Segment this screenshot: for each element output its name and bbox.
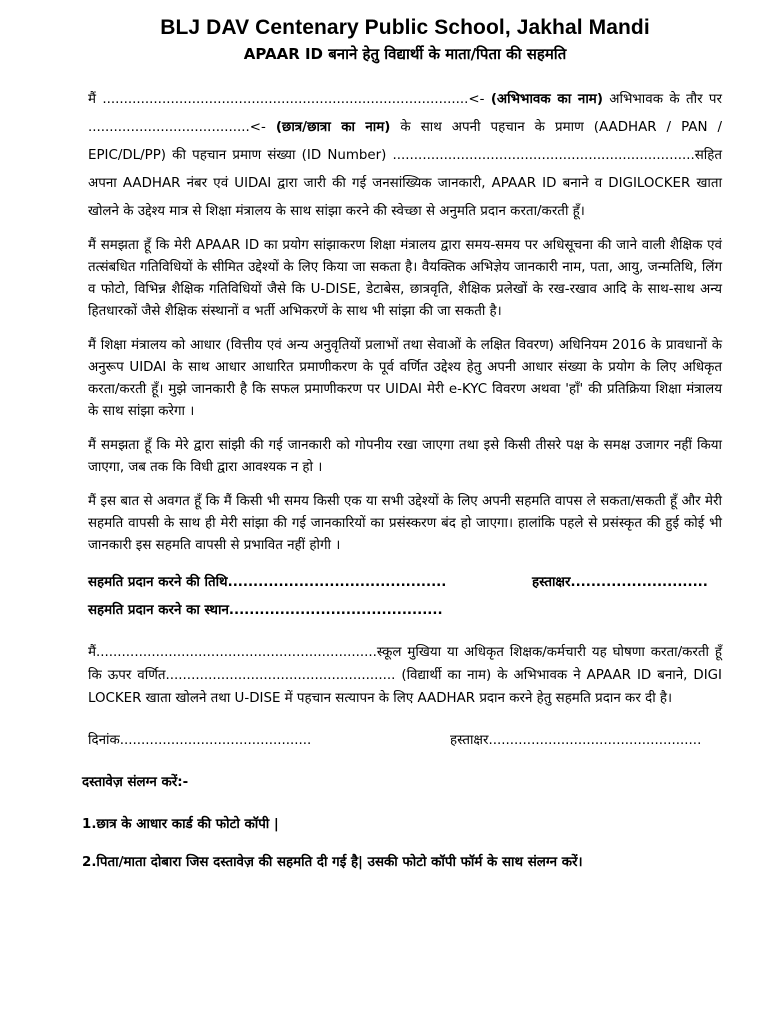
apaar-usage-paragraph: मैं समझता हूँ कि मेरी APAAR ID का प्रयोग सांझाकरण शिक्षा मंत्रालय द्वारा समय-समय पर अधिसूचना की जाने वाली शैक्षिक एवं तत्संबधित गतिविधियों के सीमित उद्देश्यों के लिए किया जा सकता है। वैयक्तिक अभिज्ञेय जानकारी नाम, पता, आयु, जन्मतिथि, लिंग व फोटो, विभिन्न शैक्षिक गतिविधियों जैसे कि U-DISE, डेटाबेस, छात्रवृति, शैक्षिक प्रलेखों के रख-रखाव आदि के साथ-साथ अन्य हितधारकों जैसे शैक्षिक संस्थानों व भर्ती अभिकरणें के साथ भी सांझा की जा सकती है।: [88, 238, 722, 319]
school-name: BLJ DAV Centenary Public School, Jakhal Mandi: [160, 16, 650, 39]
consent-text-part1: मैं ......................................................................................<-: [88, 92, 491, 107]
consent-place-field: सहमति प्रदान करने का स्थान..........................................: [88, 603, 443, 618]
official-date-field: दिनांक.............................................: [88, 733, 312, 748]
aadhaar-authorization-paragraph: मैं शिक्षा मंत्रालय को आधार (वित्तीय एवं अन्य अनुवृतियों प्रलाभों तथा सेवाओं के लक्षित विवरण) अधिनियम 2016 के प्रावधानों के अनुरूप UIDAI के साथ आधार आधारित प्रमाणीकरण के पूर्व वर्णित उद्देश्य हेतु अपनी आधार संख्या के प्रयोग के लिए अधिकृत करता/करती हूँ। मुझे जानकारी है कि सफल प्रमाणीकरण पर UIDAI मेरी e-KYC विवरण अथवा 'हाँ' की प्रतिक्रिया शिक्षा मंत्रालय के साथ सांझा करेगा ।: [88, 338, 722, 419]
attachment-item: 2.पिता/माता दोबारा जिस दस्तावेज़ की सहमति दी गई है| उसकी फोटो कॉपी फॉर्म के साथ संलग्न करें।: [82, 855, 583, 870]
attachments-heading: दस्तावेज़ संलग्न करें:-: [82, 775, 189, 790]
confidentiality-paragraph: मैं समझता हूँ कि मेरे द्वारा सांझी की गई जानकारी को गोपनीय रखा जाएगा तथा इसे किसी तीसरे पक्ष के समक्ष उजागर नहीं किया जाएगा, जब तक कि विधी द्वारा आवश्यक न हो ।: [88, 438, 722, 475]
attachment-item: 1.छात्र के आधार कार्ड की फोटो कॉपी |: [82, 817, 279, 832]
consent-text-part2: अभिभावक के तौर पर ......................................<-: [88, 92, 722, 135]
consent-date-field: सहमति प्रदान करने की तिथि...........................................: [88, 575, 447, 590]
consent-date-signature-row: [88, 569, 722, 597]
withdrawal-paragraph: मैं इस बात से अवगत हूँ कि मैं किसी भी समय किसी एक या सभी उद्देश्यों के लिए अपनी सहमति वापस ले सकता/सकती हूँ और मेरी सहमति वापसी के साथ ही मेरी सांझा की गई जानकारियों का प्रसंस्करण बंद हो जाएगा। हालांकि पहले से प्रसंस्कृत की हुई कोई भी जानकारी इस सहमति वापसी से प्रभावित नहीं होगी ।: [88, 494, 722, 553]
official-declaration: मैं..................................................................स्कूल मुखिया या अधिकृत शिक्षक/कर्मचारी यह घोषणा करता/करती हूँ कि ऊपर वर्णित...................................................... (विद्यार्थी का नाम) के अभिभावक ने APAAR ID बनाने, DIGI LOCKER खाता खोलने तथा U-DISE में पहचान सत्यापन के लिए AADHAR प्रदान करने हेतु सहमति प्रदान कर दी है।: [88, 645, 722, 706]
guardian-name-label: (अभिभावक का नाम): [490, 92, 603, 107]
consent-text-part3: के साथ अपनी पहचान के प्रमाण (AADHAR / PAN / EPIC/DL/PP) की पहचान प्रमाण संख्या (ID Number) .......................................................................सहित अपना AADHAR नंबर एवं UIDAI द्वारा जारी की गई जनसांख्यिक जानकारी, APAAR ID बनाने व DIGILOCKER खाता खोलने के उद्देश्य मात्र से शिक्षा मंत्रालय के साथ सांझा करने की स्वेच्छा से अनुमति प्रदान करता/करती हूँ।: [88, 120, 722, 219]
official-signature-field: हस्ताक्षर..................................................: [450, 733, 702, 748]
student-name-label: (छात्र/छात्रा का नाम): [275, 120, 391, 135]
guardian-signature-field: हस्ताक्षर...........................: [532, 575, 708, 590]
official-date-signature-row: [88, 728, 722, 754]
consent-paragraph: [88, 86, 722, 226]
form-title: APAAR ID बनाने हेतु विद्यार्थी के माता/पिता की सहमति: [243, 45, 567, 63]
